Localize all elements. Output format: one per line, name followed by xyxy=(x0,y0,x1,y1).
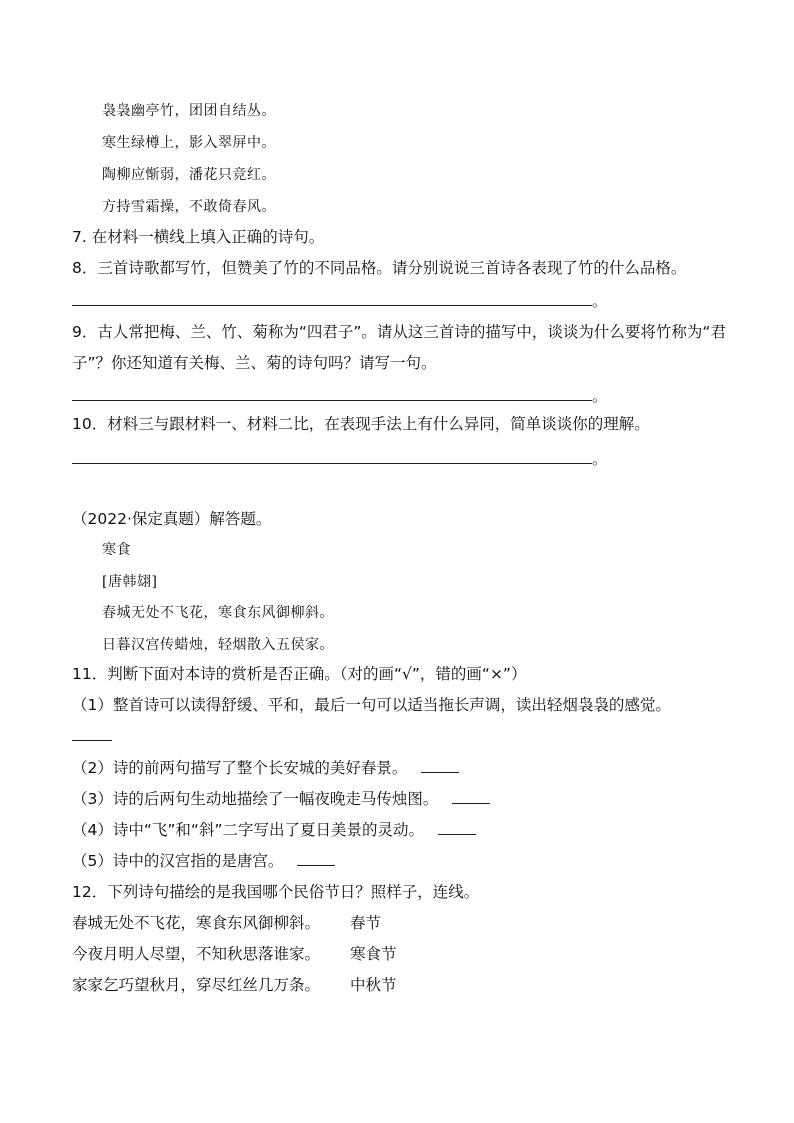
q11-answer-blank-3[interactable] xyxy=(452,789,490,804)
answer-line-q9-period: 。 xyxy=(592,387,608,405)
poem-line-3: 陶柳应惭弱，潘花只竞红。 xyxy=(102,167,276,183)
q11-statement-4: （4）诗中“飞”和“斜”二字写出了夏日美景的灵动。 xyxy=(72,821,424,839)
q12-festival-2[interactable]: 寒食节 xyxy=(350,945,397,963)
answer-line-q8-period: 。 xyxy=(592,292,608,310)
poem-line-1: 袅袅幽亭竹，团团自结丛。 xyxy=(102,103,276,119)
poem-verse-2: 日暮汉宫传蜡烛，轻烟散入五侯家。 xyxy=(102,637,334,653)
q11-answer-blank-1[interactable] xyxy=(72,740,112,741)
question-8: 8．三首诗歌都写竹，但赞美了竹的不同品格。请分别说说三首诗各表现了竹的什么品格。 xyxy=(72,259,687,277)
q12-row-2 xyxy=(72,944,397,964)
section-intro: （2022·保定真题）解答题。 xyxy=(72,510,272,528)
q12-festival-1[interactable]: 春节 xyxy=(350,914,382,932)
q11-statement-5: （5）诗中的汉宫指的是唐宫。 xyxy=(72,852,284,870)
q11-answer-blank-5[interactable] xyxy=(297,851,335,866)
q11-statement-1: （1）整首诗可以读得舒缓、平和，最后一句可以适当拖长声调，读出轻烟袅袅的感觉。 xyxy=(72,696,671,714)
q11-answer-blank-2[interactable] xyxy=(421,758,459,773)
poem-verse-1: 春城无处不飞花，寒食东风御柳斜。 xyxy=(102,605,334,621)
poem-line-4: 方持雪霜操，不敢倚春风。 xyxy=(102,199,276,215)
q11-statement-2-row xyxy=(72,758,459,778)
poem-author: [唐韩翃] xyxy=(102,574,158,590)
q11-statement-2: （2）诗的前两句描写了整个长安城的美好春景。 xyxy=(72,759,408,777)
q12-festival-3[interactable]: 中秋节 xyxy=(350,976,397,994)
answer-line-q8[interactable] xyxy=(72,305,592,306)
q12-verse-3[interactable]: 家家乞巧望秋月，穿尽红丝几万条。 xyxy=(72,976,321,994)
q11-statement-4-row xyxy=(72,820,476,840)
q11-statement-3: （3）诗的后两句生动地描绘了一幅夜晚走马传烛图。 xyxy=(72,790,439,808)
q12-verse-1[interactable]: 春城无处不飞花，寒食东风御柳斜。 xyxy=(72,914,321,932)
q11-statement-5-row xyxy=(72,851,335,871)
question-11: 11．判断下面对本诗的赏析是否正确。（对的画“√”，错的画“×”） xyxy=(72,665,527,683)
q12-row-3 xyxy=(72,975,397,995)
question-10: 10．材料三与跟材料一、材料二比，在表现手法上有什么异同，简单谈谈你的理解。 xyxy=(72,415,650,433)
q11-statement-3-row xyxy=(72,789,490,809)
poem-title: 寒食 xyxy=(102,542,131,558)
question-9-line-2: 子”？你还知道有关梅、兰、菊的诗句吗？请写一句。 xyxy=(72,354,437,372)
answer-line-q9[interactable] xyxy=(72,400,592,401)
q12-verse-2[interactable]: 今夜月明人尽望，不知秋思落谁家。 xyxy=(72,945,321,963)
answer-line-q10-period: 。 xyxy=(592,450,608,468)
answer-line-q10[interactable] xyxy=(72,463,592,464)
question-7: 7. 在材料一横线上填入正确的诗句。 xyxy=(72,228,325,246)
q11-answer-blank-4[interactable] xyxy=(438,820,476,835)
question-9-line-1: 9．古人常把梅、兰、竹、菊称为“四君子”。请从这三首诗的描写中，谈谈为什么要将竹称为“君 xyxy=(72,323,726,341)
question-12: 12．下列诗句描绘的是我国哪个民俗节日？照样子，连线。 xyxy=(72,883,480,901)
q12-row-1 xyxy=(72,913,381,933)
poem-line-2: 寒生绿樽上，影入翠屏中。 xyxy=(102,135,276,151)
